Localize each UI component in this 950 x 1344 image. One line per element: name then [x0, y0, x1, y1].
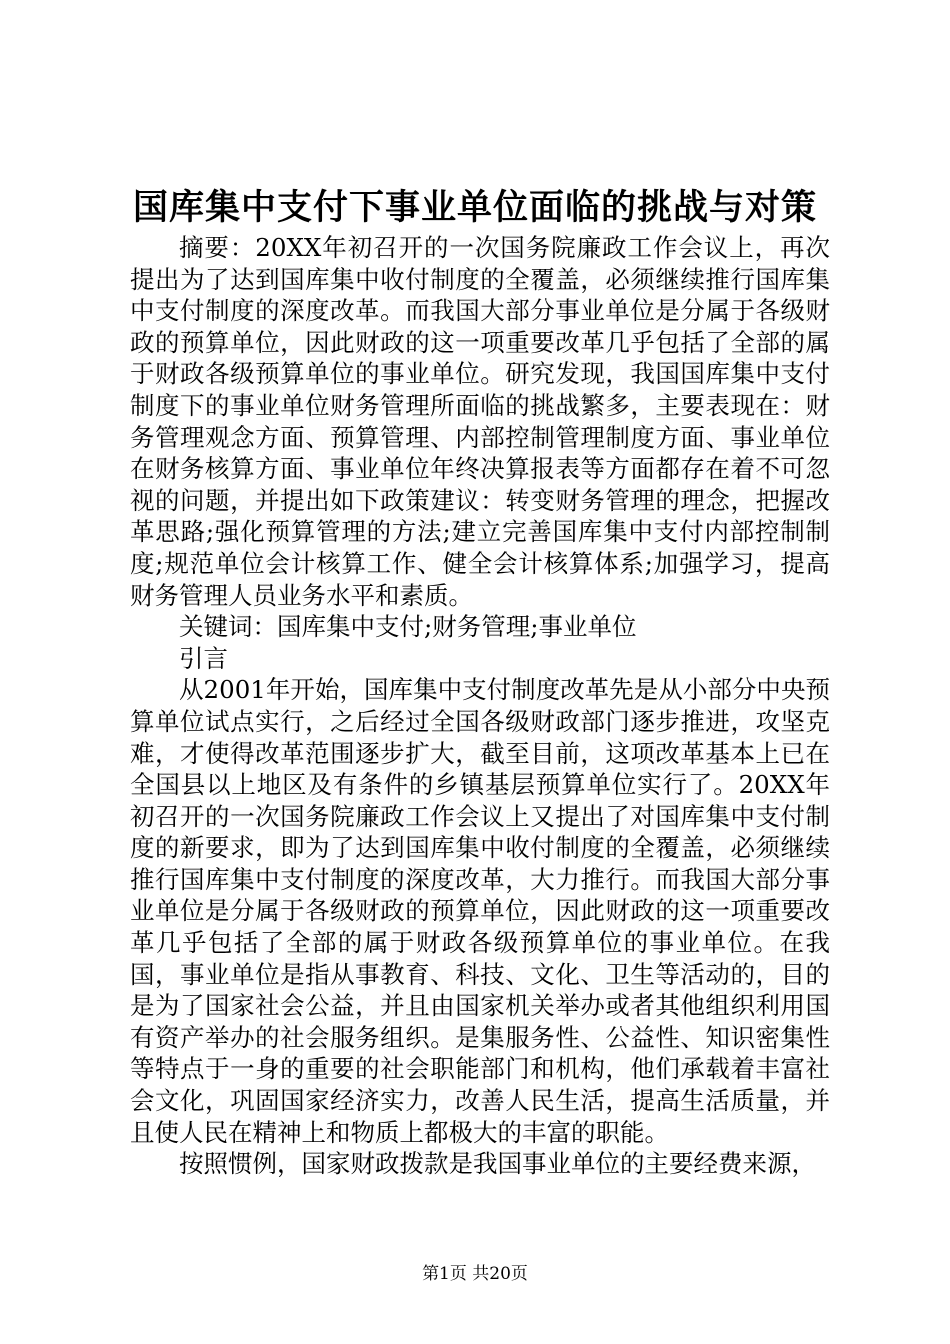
- keywords-paragraph: 关键词：国库集中支付;财务管理;事业单位: [179, 612, 637, 642]
- body-paragraph: 按照惯例，国家财政拨款是我国事业单位的主要经费来源，: [179, 1149, 816, 1179]
- introduction-paragraph: 从2001年开始，国库集中支付制度改革先是从小部分中央预算单位试点实行，之后经过全国各级财政部门逐步推进，攻坚克难，才使得改革范围逐步扩大，截至目前，这项改革基本上已在全国县以上地区及有条件的乡镇基层预算单位实行了。20XX年初召开的一次国务院廉政工作会议上又提出了对国库集中支付制度的新要求，即为了达到国库集中收付制度的全覆盖，必须继续推行国库集中支付制度的深度改革，大力推行。而我国大部分事业单位是分属于各级财政的预算单位，因此财政的这一项重要改革几乎包括了全部的属于财政各级预算单位的事业单位。在我国，事业单位是指从事教育、科技、文化、卫生等活动的，目的是为了国家社会公益，并且由国家机关举办或者其他组织利用国有资产举办的社会服务组织。是集服务性、公益性、知识密集性等特点于一身的重要的社会职能部门和机构，他们承载着丰富社会文化，巩固国家经济实力，改善人民生活，提高生活质量，并且使人民在精神上和物质上都极大的丰富的职能。: [130, 675, 830, 1147]
- document-body: [130, 232, 830, 1180]
- introduction-heading: 引言: [179, 643, 228, 673]
- page-footer: 第1页 共20页: [422, 1264, 528, 1284]
- document-title: 国库集中支付下事业单位面临的挑战与对策: [132, 187, 817, 228]
- abstract-paragraph: 摘要：20XX年初召开的一次国务院廉政工作会议上，再次提出为了达到国库集中收付制度的全覆盖，必须继续推行国库集中支付制度的深度改革。而我国大部分事业单位是分属于各级财政的预算单位，因此财政的这一项重要改革几乎包括了全部的属于财政各级预算单位的事业单位。研究发现，我国国库集中支付制度下的事业单位财务管理所面临的挑战繁多，主要表现在：财务管理观念方面、预算管理、内部控制管理制度方面、事业单位在财务核算方面、事业单位年终决算报表等方面都存在着不可忽视的问题，并提出如下政策建议：转变财务管理的理念，把握改革思路;强化预算管理的方法;建立完善国库集中支付内部控制制度;规范单位会计核算工作、健全会计核算体系;加强学习，提高财务管理人员业务水平和素质。: [130, 233, 830, 610]
